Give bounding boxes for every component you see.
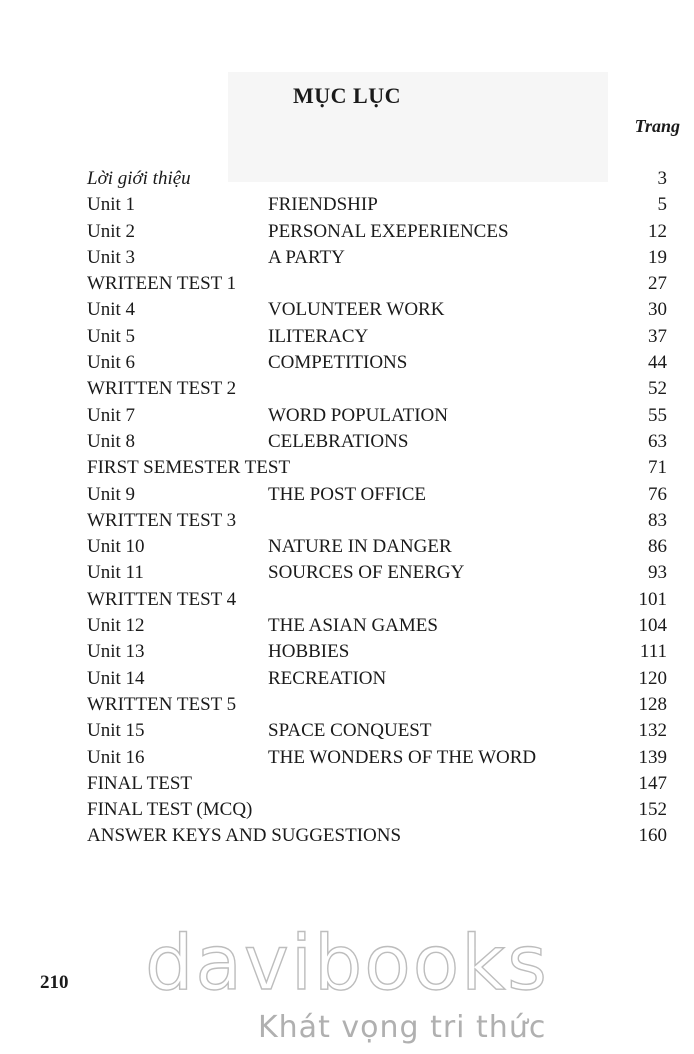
toc-entry (87, 271, 667, 297)
toc-entry (87, 376, 667, 402)
toc-entry-topic: A PARTY (268, 246, 345, 268)
toc-entry-page: 104 (638, 615, 667, 637)
toc-entry-label: Unit 16 (87, 746, 145, 768)
toc-entry-label: Unit 4 (87, 299, 136, 321)
toc-entry (87, 718, 667, 744)
toc-entry (87, 455, 667, 481)
toc-entry-label: Unit 3 (87, 246, 136, 268)
toc-entry-page: 52 (648, 378, 667, 400)
toc-entry-page: 55 (648, 404, 667, 426)
toc-entry-label: WRITTEN TEST 5 (87, 693, 237, 715)
toc-entry-page: 71 (648, 457, 667, 479)
toc-entry-topic: THE WONDERS OF THE WORD (268, 746, 537, 768)
toc-entry-page: 152 (638, 799, 667, 821)
toc-entry (87, 482, 667, 508)
toc-entry-topic: THE POST OFFICE (268, 483, 427, 505)
toc-entry-topic: VOLUNTEER WORK (268, 299, 445, 321)
toc-entry-topic: WORD POPULATION (268, 404, 448, 426)
toc-entry-topic: PERSONAL EXEPERIENCES (268, 220, 509, 242)
toc-entry-page: 128 (638, 693, 667, 715)
toc-entry-page: 139 (638, 746, 667, 768)
toc-entry-label: WRITTEN TEST 3 (87, 509, 237, 531)
toc-entry-page: 5 (657, 194, 667, 216)
toc-entry (87, 166, 667, 192)
toc-entry-page: 86 (648, 536, 667, 558)
toc-entry-topic: FRIENDSHIP (268, 194, 378, 216)
toc-entry (87, 587, 667, 613)
toc-entry (87, 192, 667, 218)
table-of-contents (87, 166, 667, 850)
toc-entry-topic: THE ASIAN GAMES (268, 615, 438, 637)
toc-entry (87, 429, 667, 455)
toc-entry (87, 613, 667, 639)
toc-entry-label: Unit 5 (87, 325, 136, 347)
toc-entry-page: 44 (648, 352, 667, 374)
toc-entry-page: 83 (648, 509, 667, 531)
toc-entry-label: FINAL TEST (MCQ) (87, 799, 253, 821)
toc-entry (87, 797, 667, 823)
toc-entry-topic: SOURCES OF ENERGY (268, 562, 465, 584)
toc-entry-page: 147 (638, 772, 667, 794)
toc-entry (87, 823, 667, 849)
toc-entry-label: Unit 1 (87, 194, 136, 216)
toc-entry (87, 245, 667, 271)
page-column-label: Trang (634, 116, 680, 136)
toc-entry-topic: HOBBIES (268, 641, 350, 663)
toc-entry-topic: COMPETITIONS (268, 352, 408, 374)
toc-entry-page: 111 (639, 641, 667, 663)
page-title: MỤC LỤC (293, 83, 401, 108)
toc-entry-page: 19 (648, 246, 667, 268)
toc-entry-label: Unit 7 (87, 404, 136, 426)
toc-entry-page: 76 (648, 483, 667, 505)
toc-entry-topic: CELEBRATIONS (268, 430, 409, 452)
toc-entry-label: Unit 6 (87, 352, 136, 374)
toc-entry-label: FINAL TEST (87, 772, 193, 794)
toc-entry (87, 534, 667, 560)
toc-entry-label: ANSWER KEYS AND SUGGESTIONS (87, 825, 402, 847)
toc-entry-page: 12 (648, 220, 667, 242)
toc-entry-label: Unit 11 (87, 562, 144, 584)
toc-entry-page: 160 (638, 825, 667, 847)
toc-entry-label: WRITEEN TEST 1 (87, 273, 237, 295)
toc-entry (87, 771, 667, 797)
toc-entry-label: Unit 13 (87, 641, 145, 663)
toc-entry (87, 508, 667, 534)
toc-entry-label: Unit 2 (87, 220, 136, 242)
toc-entry-topic: SPACE CONQUEST (268, 720, 432, 742)
toc-entry-page: 30 (648, 299, 667, 321)
toc-entry (87, 666, 667, 692)
toc-entry-page: 37 (648, 325, 667, 347)
toc-entry (87, 639, 667, 665)
toc-entry-page: 93 (648, 562, 667, 584)
toc-entry (87, 745, 667, 771)
toc-entry (87, 297, 667, 323)
toc-entry (87, 219, 667, 245)
toc-entry-label: WRITTEN TEST 2 (87, 378, 237, 400)
toc-entry-topic: ILITERACY (268, 325, 369, 347)
toc-entry (87, 692, 667, 718)
toc-entry-topic: RECREATION (268, 667, 387, 689)
toc-entry-label: Unit 9 (87, 483, 136, 505)
toc-entry-page: 101 (638, 588, 667, 610)
toc-entry (87, 350, 667, 376)
toc-entry-page: 132 (638, 720, 667, 742)
toc-entry-label: Lời giới thiệu (87, 168, 191, 189)
toc-entry-topic: NATURE IN DANGER (268, 536, 452, 558)
toc-entry-label: Unit 15 (87, 720, 145, 742)
toc-entry-label: Unit 8 (87, 430, 136, 452)
toc-entry-label: Unit 10 (87, 536, 145, 558)
toc-entry-label: WRITTEN TEST 4 (87, 588, 237, 610)
watermark-logo: davibooks (145, 918, 549, 1007)
toc-entry-page: 120 (638, 667, 667, 689)
toc-entry-label: Unit 14 (87, 667, 145, 689)
toc-entry-label: Unit 12 (87, 615, 145, 637)
toc-entry (87, 403, 667, 429)
toc-entry (87, 324, 667, 350)
toc-entry-label: FIRST SEMESTER TEST (87, 457, 291, 479)
toc-entry-page: 63 (648, 430, 667, 452)
toc-entry-page: 3 (657, 168, 667, 189)
toc-entry (87, 560, 667, 586)
toc-entry-page: 27 (648, 273, 667, 295)
watermark-tagline: Khát vọng tri thức (258, 1010, 547, 1045)
page-number: 210 (40, 972, 69, 993)
